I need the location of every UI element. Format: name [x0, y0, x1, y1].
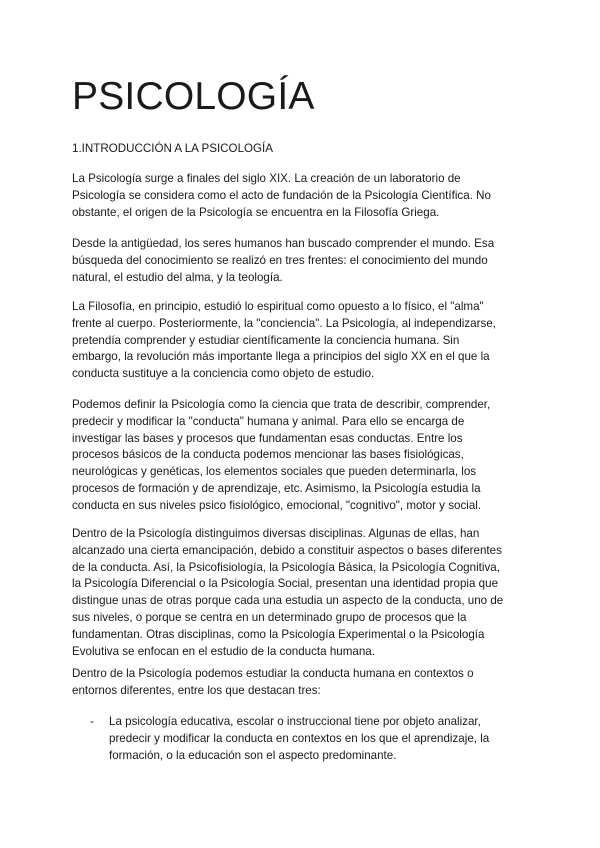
paragraph-line: procesos básicos de la conducta podemos mencionar las bases fisiológicas,: [72, 448, 464, 462]
bullet-line: formación, o la educación son el aspecto predominante.: [109, 748, 397, 762]
paragraph-line: Dentro de la Psicología distinguimos diversas disciplinas. Algunas de ellas, han: [72, 527, 480, 540]
paragraph-line: conducta sustituye a la conciencia como objeto de estudio.: [72, 367, 375, 381]
paragraph-line: fundamentan. Otras disciplinas, como la Psicología Experimental o la Psicología: [72, 627, 485, 641]
paragraph-line: frente al cuerpo. Posteriormente, la "conciencia". La Psicología, al independizarse,: [72, 316, 496, 330]
paragraph: [72, 397, 534, 515]
paragraph-line: entornos diferentes, entre los que destacan tres:: [72, 683, 321, 697]
paragraph-line: de la conducta. Así, la Psicofisiología, la Psicología Básica, la Psicología Cognitiva,: [72, 560, 500, 574]
paragraph-line: alcanzado una cierta emancipación, debido a constituir aspectos o bases diferentes: [72, 543, 502, 557]
paragraph-line: Desde la antigüedad, los seres humanos han buscado comprender el mundo. Esa: [72, 237, 495, 250]
bullet-marker: -: [90, 715, 94, 728]
paragraph-line: Podemos definir la Psicología como la ciencia que trata de describir, comprender,: [72, 398, 491, 411]
section-heading: 1.INTRODUCCIÓN A LA PSICOLOGÍA: [72, 142, 274, 155]
bullet-text: [109, 714, 534, 764]
paragraph: [72, 236, 534, 286]
paragraph-line: Dentro de la Psicología podemos estudiar la conducta humana en contextos o: [72, 667, 474, 680]
paragraph-line: La Filosofía, en principio, estudió lo espiritual como opuesto a lo físico, el "alma": [72, 300, 484, 313]
paragraph-line: Psicología se considera como el acto de fundación de la Psicología Científica. No: [72, 188, 491, 202]
paragraph-line: investigar las bases y procesos que fundamentan esas conductas. Entre los: [72, 431, 463, 445]
paragraph-line: natural, el estudio del alma, y la teología.: [72, 270, 283, 284]
paragraph: [72, 171, 534, 221]
paragraph-line: obstante, el origen de la Psicología se encuentra en la Filosofía Griega.: [72, 205, 440, 219]
paragraph-line: la Psicología Diferencial o la Psicología Social, presentan una identidad propia que: [72, 577, 499, 591]
bullet-line: predecir y modificar la conducta en contextos en los que el aprendizaje, la: [109, 731, 490, 745]
paragraph-line: conducta en sus niveles psico fisiológico, emocional, "cognitivo", motor y social.: [72, 498, 482, 512]
paragraph-line: búsqueda del conocimiento se realizó en tres frentes: el conocimiento del mundo: [72, 253, 488, 267]
paragraph-line: pretendía comprender y estudiar científicamente la conciencia humana. Sin: [72, 333, 460, 347]
paragraph-line: predecir y modificar la "conducta" humana y animal. Para ello se encarga de: [72, 414, 465, 428]
paragraph-line: neurológicas y genéticas, los elementos sociales que pueden determinarla, los: [72, 465, 477, 479]
page-title: PSICOLOGÍA: [72, 75, 315, 118]
paragraph-line: embargo, la revolución más importante llega a principios del siglo XX en el que la: [72, 350, 490, 364]
paragraph: [72, 666, 534, 700]
paragraph: [72, 299, 534, 383]
paragraph-line: procesos de formación y de aprendizaje, etc. Asimismo, la Psicología estudia la: [72, 481, 481, 495]
bullet-line: La psicología educativa, escolar o instruccional tiene por objeto analizar,: [109, 715, 481, 728]
paragraph-line: sus niveles, o porque se centra en un determinado grupo de procesos que la: [72, 610, 467, 624]
paragraph-line: distingue unas de otras porque cada una estudia un aspecto de la conducta, uno de: [72, 594, 504, 608]
paragraph-line: La Psicología surge a finales del siglo XIX. La creación de un laboratorio de: [72, 172, 461, 185]
paragraph: [72, 526, 534, 660]
paragraph-line: Evolutiva se enfocan en el estudio de la conducta humana.: [72, 644, 375, 658]
